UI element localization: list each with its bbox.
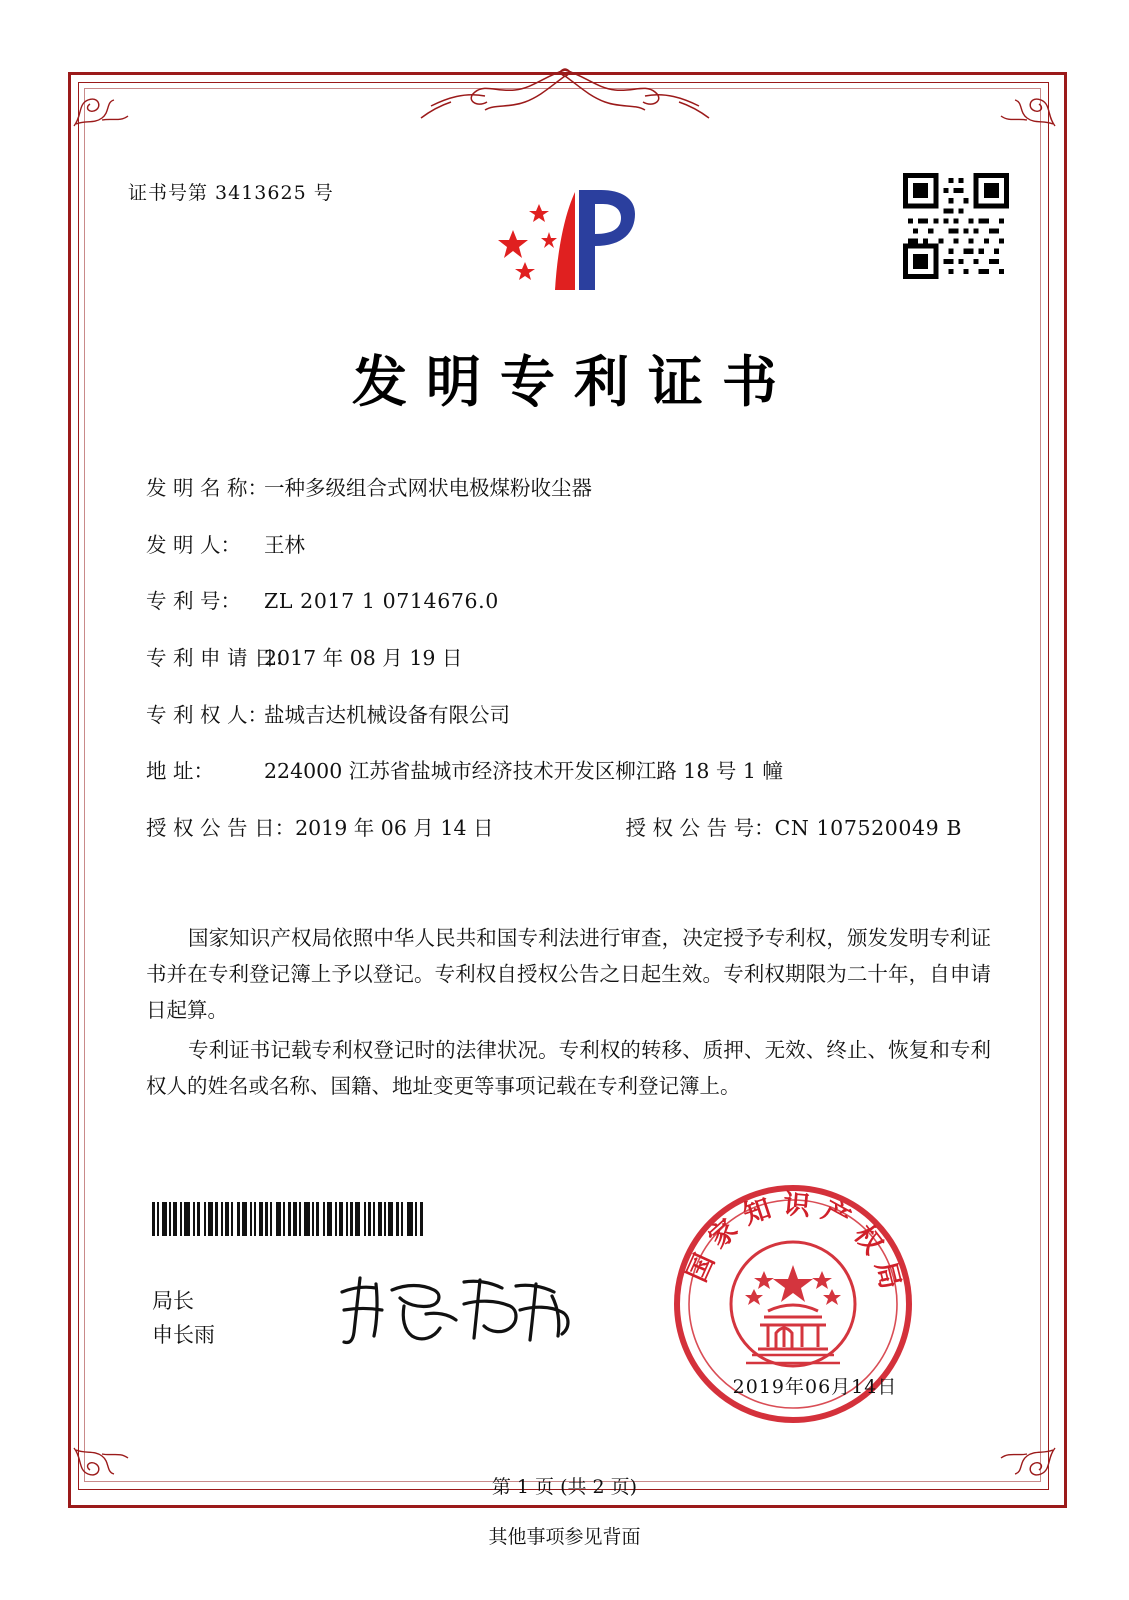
field-value: 2017 年 08 月 19 日	[264, 645, 463, 670]
barcode	[152, 1202, 444, 1236]
field-label: 专 利 申 请 日：	[146, 645, 296, 670]
field-row-application-date	[146, 645, 976, 672]
page-title: 发明专利证书	[351, 349, 796, 414]
cnipa-logo-icon	[483, 170, 653, 310]
certificate-number: 证书号第 3413625 号	[128, 182, 334, 204]
grant-number-value: CN 107520049 B	[774, 815, 963, 840]
legal-text-block	[146, 920, 991, 1108]
corner-flourish-icon	[987, 76, 1057, 128]
field-value: 王林	[264, 532, 305, 557]
field-label: 发 明 人：	[146, 532, 242, 557]
grant-date-label: 授 权 公 告 日：	[146, 815, 296, 840]
top-ornament-icon	[355, 62, 775, 122]
grant-number-label: 授 权 公 告 号：	[625, 815, 775, 840]
legal-paragraph: 国家知识产权局依照中华人民共和国专利法进行审查，决定授予专利权，颁发发明专利证书并在专利登记簿上予以登记。专利权自授权公告之日起生效。专利权期限为二十年，自申请日起算。	[146, 926, 991, 1022]
corner-flourish-icon	[72, 76, 142, 128]
field-row-patent-number	[146, 588, 976, 615]
field-value: 盐城吉达机械设备有限公司	[264, 702, 510, 727]
qr-code	[903, 173, 1009, 279]
back-side-note: 其他事项参见背面	[488, 1526, 641, 1548]
field-row-address	[146, 758, 976, 785]
seal-date: 2019年06月14日	[732, 1376, 898, 1398]
page-indicator: 第 1 页 (共 2 页)	[491, 1476, 638, 1498]
field-value: ZL 2017 1 0714676.0	[264, 589, 499, 614]
field-value: 一种多级组合式网状电极煤粉收尘器	[264, 476, 592, 500]
field-row-invention-name	[146, 475, 976, 502]
field-row-inventor	[146, 532, 976, 559]
field-row-grant-announcement	[146, 815, 976, 842]
svg-text:国家知识产权局: 国家知识产权局	[681, 1188, 909, 1302]
field-label: 专 利 权 人：	[146, 702, 269, 727]
legal-paragraph: 专利证书记载专利权登记时的法律状况。专利权的转移、质押、无效、终止、恢复和专利权人的姓名或名称、国籍、地址变更等事项记载在专利登记簿上。	[146, 1038, 991, 1098]
field-value: 224000 江苏省盐城市经济技术开发区柳江路 18 号 1 幢	[264, 759, 783, 784]
director-name-label: 申长雨	[152, 1323, 215, 1347]
handwritten-signature-icon	[330, 1270, 580, 1350]
director-role-label: 局长	[152, 1289, 194, 1313]
field-label: 发 明 名 称：	[146, 476, 269, 500]
field-label: 地 址：	[146, 759, 215, 784]
certificate-fields	[146, 475, 976, 871]
grant-date-value: 2019 年 06 月 14 日	[295, 815, 494, 840]
signature-labels	[152, 1284, 215, 1352]
field-row-patentee	[146, 702, 976, 729]
field-label: 专 利 号：	[146, 589, 242, 614]
